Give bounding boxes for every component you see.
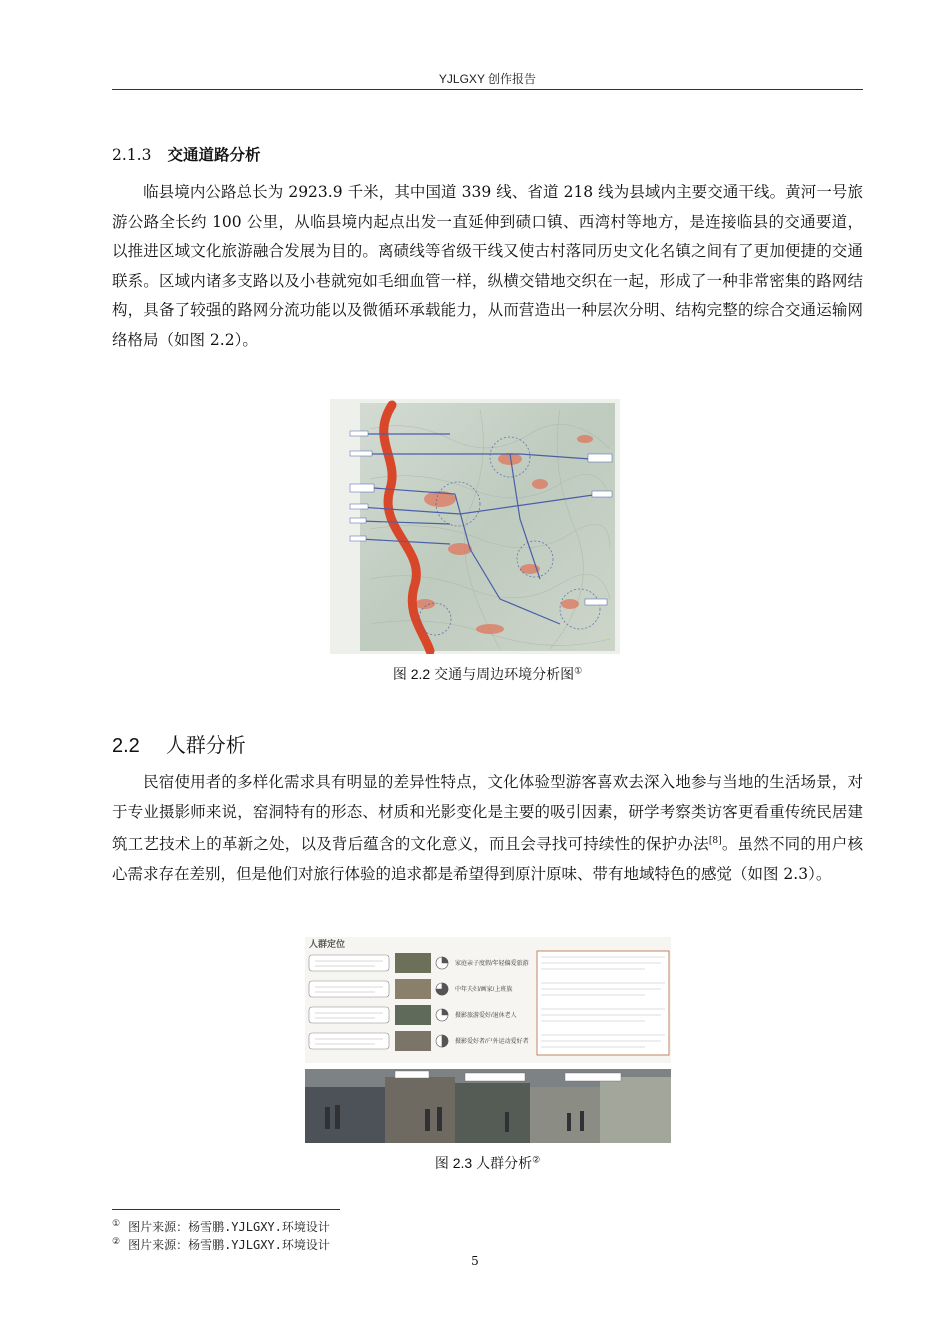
section-heading-2-2 xyxy=(112,729,246,758)
figure-2-2-caption xyxy=(112,664,863,684)
paragraph-text-a: 民宿使用者的多样化需求具有明显的差异性特点，文化体验型游客喜欢去深入地参与当地的生活场景，对于专业摄影师来说，窑洞特有的形态、材质和光影变化是主要的吸引因素，研学考察类访客更看重传统民居建筑工艺技术上的革新之处，以及背后蕴含的文化意义，而且会寻找可持续性的保护办法 xyxy=(112,773,863,854)
paragraph-crowd xyxy=(112,768,863,889)
footnote-2 xyxy=(112,1236,330,1253)
paragraph-text: 临县境内公路总长为 2923.9 千米，其中国道 339 线、省道 218 线为县域内主要交通干线。黄河一号旅游公路全长约 100 公里，从临县境内起点出发一直延伸到碛口镇、西湾村等地方，是连接临县的交通要道，以推进区域文化旅游融合发展为目的。离碛线等省级干线又使古村落同历史文化名镇之间有了更加便捷的交通联系。区域内诸多支路以及小巷就宛如毛细血管一样，纵横交错地交织在一起，形成了一种非常密集的路网结构，具备了较强的路网分流功能以及微循环承载能力，从而营造出一种层次分明、结构完整的综合交通运输网络格局（如图 2.2）。 xyxy=(112,183,863,349)
footnote-mark: ① xyxy=(574,665,583,676)
section-title: 交通道路分析 xyxy=(167,145,261,164)
page-number: 5 xyxy=(471,1254,479,1268)
section-heading-2-1-3 xyxy=(112,143,260,165)
crowd-analysis-figure xyxy=(305,937,671,1143)
caption-text: 图 2.2 交通与周边环境分析图 xyxy=(392,666,575,682)
footnote-rule xyxy=(112,1209,340,1210)
section-number: 2.1.3 xyxy=(112,146,152,164)
paragraph-text-b: 。虽然不同的用户核心需求存在差别，但是他们对旅行体验的追求都是希望得到原汁原味、带有地域特色的感觉（如图 2.3）。 xyxy=(112,835,863,883)
footnote-text: 图片来源：杨雪鹏.YJLGXY.环境设计 xyxy=(128,1220,330,1234)
crowd-row-label-4: 摄影爱好者/户外运动爱好者 xyxy=(455,1039,529,1045)
section-title: 人群分析 xyxy=(165,735,246,757)
footnote-mark: ① xyxy=(112,1219,121,1229)
footnote-1 xyxy=(112,1218,330,1235)
header-rule xyxy=(112,89,863,90)
traffic-map-figure xyxy=(330,399,620,654)
crowd-row-label-3: 摄影旅游爱好/退休老人 xyxy=(455,1013,517,1019)
crowd-row-label-1: 家庭亲子度假/年轻偏爱旅游 xyxy=(455,961,529,967)
footnote-mark: ② xyxy=(532,1154,541,1165)
section-number: 2.2 xyxy=(112,735,140,757)
paragraph-traffic xyxy=(112,178,863,355)
running-header: YJLGXY 创作报告 xyxy=(438,72,537,86)
crowd-panel-title: 人群定位 xyxy=(309,939,346,949)
figure-2-3-caption xyxy=(112,1153,863,1173)
footnote-mark: ② xyxy=(112,1237,121,1247)
crowd-row-label-2: 中年夫妇/画家/上班族 xyxy=(455,987,513,993)
caption-text: 图 2.3 人群分析 xyxy=(434,1155,533,1171)
footnote-text: 图片来源：杨雪鹏.YJLGXY.环境设计 xyxy=(128,1238,330,1252)
citation: [8] xyxy=(708,836,722,846)
